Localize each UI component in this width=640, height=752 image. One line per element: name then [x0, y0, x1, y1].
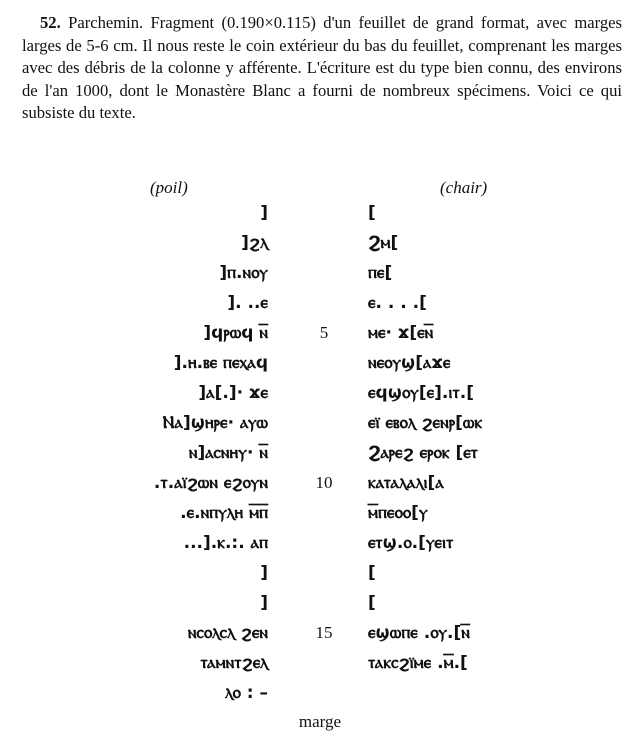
right-line: ⲛⲉⲟⲩϣ[ⲁϫⲉ: [368, 353, 451, 373]
right-line: ⲙⲉ· ϫ[ⲉⲛ̅: [368, 323, 434, 343]
right-line: ⲉ. . . .[: [368, 293, 427, 313]
line-number: 5: [319, 323, 329, 342]
entry-text: Parchemin. Fragment (0.190×0.115) d'un feuillet de grand format, avec marges larges de 5-6 cm. Il nous reste le coin extérieur du bas du feuillet, comprenant les marges avec des débris de la colonne y afférente. L'écriture est du type bien connu, des environs de l'an 1000, dont le Monastère Blanc a fourni de nombreux spécimens. Voici ce qui subsiste du texte.: [22, 13, 622, 122]
right-line: ⲧⲁⲕⲥϩⲓ̈ⲙⲉ .ⲙ̅.[: [368, 653, 468, 673]
left-line: ⲛⲥⲟⲗⲥⲗ ϩⲉⲛ: [187, 623, 268, 643]
left-line: ]: [260, 203, 268, 223]
left-line: ]ⲁ[.]· ϫⲉ: [198, 383, 268, 403]
line-number: 15: [315, 623, 333, 642]
right-line: ⲉϣⲱⲡⲉ .ⲟⲩ.[ⲛ̅: [368, 623, 470, 643]
right-line: ⲙ̅ⲡⲉⲟⲟ[ⲩ: [368, 503, 428, 523]
right-line: ⲉⲓ̈ ⲉⲃⲟⲗ ϩⲉⲛⲣ[ⲱⲕ: [368, 413, 483, 433]
left-column-heading: (poil): [150, 178, 188, 197]
right-line: ⲕⲁⲧⲁⲗⲁⲗⲓ[ⲁ: [368, 473, 444, 493]
left-line: .ⲉ.ⲛⲡⲩⲗⲏ ⲙ̅ⲡ̅: [180, 503, 268, 523]
right-line: Ϩⲙ[: [368, 233, 399, 253]
left-line: ...].ⲕ.:. ⲁⲡ: [183, 533, 268, 553]
left-line: ]ϩⲗ: [241, 233, 268, 253]
right-line: ⲉⲧϣ.ⲟ.[ⲩⲉⲓⲧ: [368, 533, 454, 553]
left-line: .ⲧ.ⲁⲓ̈ϩⲱⲛ ⲉϩⲟⲩⲛ: [153, 473, 268, 493]
entry-description: [22, 12, 622, 125]
left-line: ]ⲡ.ⲛⲟⲩ: [219, 263, 268, 283]
left-line: ⲧⲁⲙⲛⲧϩⲉⲗ: [200, 653, 268, 673]
right-line: ⲉϥϣⲟⲩ[ⲉ].ⲓⲧ.[: [368, 383, 474, 403]
right-line: [: [368, 593, 376, 613]
left-line: ⲛ]ⲁⲥⲛⲏⲩ· ⲛ̅: [188, 443, 268, 463]
right-line: Ϩⲁⲣⲉϩ ⲉⲣⲟⲕ [ⲉⲧ: [368, 443, 478, 463]
left-line: ⲗⲟ : –: [224, 683, 268, 703]
left-line: ]. ..ⲉ: [227, 293, 268, 313]
right-line: [: [368, 203, 376, 223]
line-number: 10: [315, 473, 333, 492]
right-line: ⲡⲉ[: [368, 263, 393, 283]
left-line: Ⲛⲁ]ϣⲏⲣⲉ· ⲁⲩⲱ: [162, 413, 268, 433]
bottom-margin-label: marge: [298, 712, 342, 731]
left-line: ]: [260, 593, 268, 613]
entry-number: 52.: [40, 13, 61, 32]
right-column-heading: (chair): [440, 178, 488, 197]
right-line: [: [368, 563, 376, 583]
left-line: ].ⲏ.ⲃⲉ ⲡⲉⲭⲁϥ: [173, 353, 268, 373]
left-line: ]: [260, 563, 268, 583]
left-line: ]ϥⲣⲱϥ ⲛ̅: [203, 323, 268, 343]
